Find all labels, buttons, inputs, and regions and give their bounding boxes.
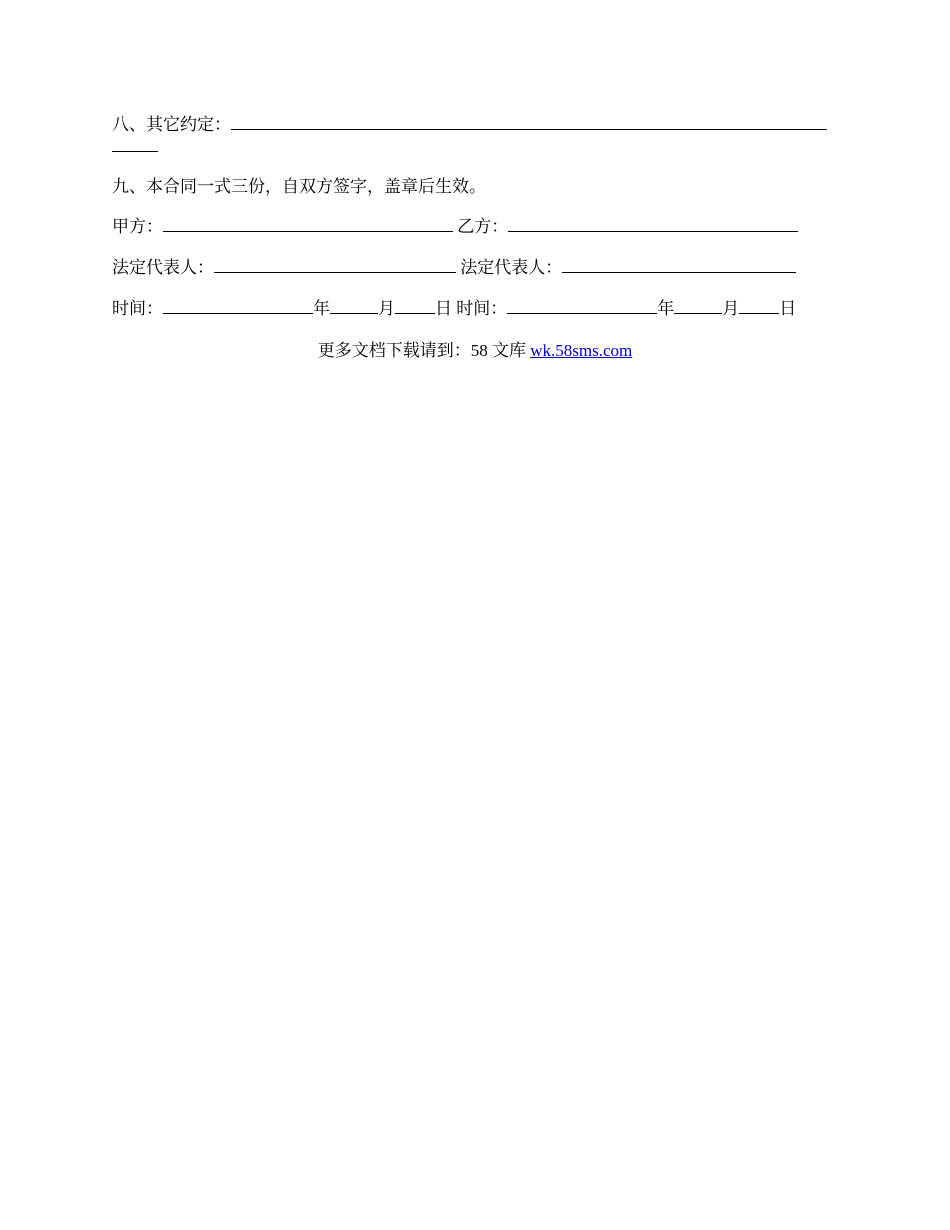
other-terms-label: 八、其它约定： xyxy=(112,115,231,134)
party-row xyxy=(112,216,798,238)
time-a-label: 时间： xyxy=(112,299,163,318)
time-b-label: 时间： xyxy=(456,299,508,318)
month-b-label: 月 xyxy=(722,299,740,318)
party-b-label: 乙方： xyxy=(457,217,509,236)
legal-rep-b-label: 法定代表人： xyxy=(460,258,563,277)
day-b-label: 日 xyxy=(779,299,797,318)
year-b-label: 年 xyxy=(657,299,675,318)
legal-rep-row xyxy=(112,257,796,279)
download-footer xyxy=(0,340,950,362)
other-terms-blank-continued[interactable] xyxy=(112,137,158,152)
month-b-blank[interactable] xyxy=(674,299,722,314)
year-a-label: 年 xyxy=(313,299,330,318)
copies-statement: 九、本合同一式三份，自双方签字，盖章后生效。 xyxy=(112,177,486,196)
clause-other-terms xyxy=(112,114,827,136)
footer-link[interactable]: wk.58sms.com xyxy=(530,341,633,360)
date-row xyxy=(112,298,796,320)
party-a-label: 甲方： xyxy=(112,217,163,236)
party-a-blank[interactable] xyxy=(163,217,453,232)
legal-rep-a-blank[interactable] xyxy=(214,258,456,273)
day-a-label: 日 xyxy=(435,299,452,318)
year-b-blank[interactable] xyxy=(507,299,657,314)
legal-rep-b-blank[interactable] xyxy=(562,258,796,273)
party-b-blank[interactable] xyxy=(508,217,798,232)
footer-text: 更多文档下载请到：58 文库 xyxy=(317,341,531,360)
other-terms-blank[interactable] xyxy=(231,115,827,130)
clause-other-terms-continued xyxy=(112,136,158,158)
year-a-blank[interactable] xyxy=(163,299,313,314)
legal-rep-a-label: 法定代表人： xyxy=(112,258,214,277)
day-b-blank[interactable] xyxy=(739,299,779,314)
clause-copies xyxy=(112,176,486,198)
month-a-label: 月 xyxy=(378,299,395,318)
day-a-blank[interactable] xyxy=(395,299,435,314)
month-a-blank[interactable] xyxy=(330,299,378,314)
